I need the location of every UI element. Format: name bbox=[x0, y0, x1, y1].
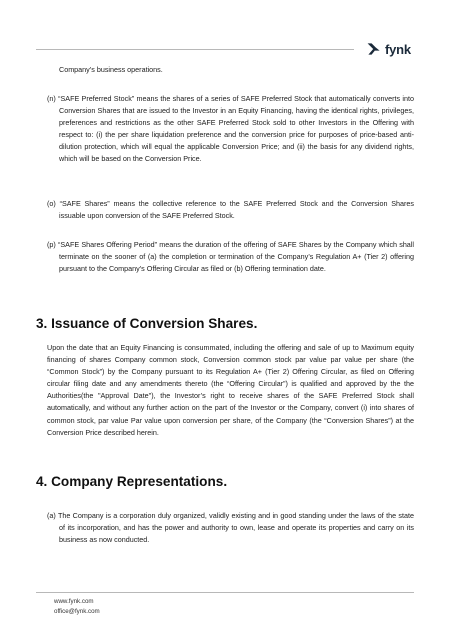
footer-email-link[interactable]: office@fynk.com bbox=[54, 608, 100, 615]
bird-logo-icon bbox=[366, 41, 382, 57]
section-3-heading: 3. Issuance of Conversion Shares. bbox=[36, 316, 258, 331]
item-marker: (o) bbox=[47, 199, 56, 208]
item-text: “SAFE Shares Offering Period” means the duration of the offering of SAFE Shares by the Company which shall terminate on the sooner of (a) the completion or termination of the Company’s Regulation A+ (Tier 2) offering pursuant to the Company’s Offering Circular as filed or (b) Offering termination date. bbox=[57, 240, 415, 274]
item-text: “SAFE Preferred Stock” means the shares of a series of SAFE Preferred Stock that automatically converts into Conversion Shares that are issued to the Investor in an Equity Financing, having the identical rights, privileges, preferences and restrictions as the other SAFE Preferred Stock sold to other Investors in the Offering with respect to: (i) the per share liquidation preference and the conversion price for purposes of price-based anti-dilution protection, which will equal the applicable Conversion Price; and (ii) the basis for any dividend rights, which will be based on the Conversion Price. bbox=[58, 94, 414, 164]
definition-item-o bbox=[47, 198, 414, 222]
item-marker: (n) bbox=[47, 94, 56, 103]
fynk-logo bbox=[366, 40, 416, 58]
definition-item-n bbox=[47, 93, 414, 166]
representation-item-a bbox=[47, 510, 414, 546]
header-rule bbox=[36, 49, 354, 50]
definition-item-p bbox=[47, 239, 414, 275]
item-text: The Company is a corporation duly organized, validly existing and in good standing under the laws of the state of its incorporation, and has the power and authority to own, lease and operate its properties and carry on its business as now conducted. bbox=[57, 511, 414, 545]
footer-rule bbox=[36, 592, 414, 593]
section-4-heading: 4. Company Representations. bbox=[36, 474, 228, 489]
item-text: “SAFE Shares” means the collective reference to the SAFE Preferred Stock and the Conversion Shares issuable upon conversion of the SAFE Preferred Stock. bbox=[59, 199, 414, 221]
item-marker: (a) bbox=[47, 511, 56, 520]
lead-paragraph: Company’s business operations. bbox=[59, 65, 163, 74]
section-3-paragraph: Upon the date that an Equity Financing is consummated, including the offering and sale of up to Maximum equity financing of shares Company common stock, Conversion common stock par value par value per share (the “Common Stock”) by the Company pursuant to its Regulation A+ (Tier 2) Offering Circular, as filed on Offering circular filing date and any amendments thereto (the “Offering Circular”) is qualified and approved by the the Authorities(the "Approval Date"), the Investor’s right to receive shares of the SAFE Preferred Stock shall automatically, and without any further action on the part of the Investor or the Company, convert (i) into shares of common stock, par value Par value upon conversion per share, of the Company (the “Conversion Shares”) at the Conversion Price described herein. bbox=[47, 343, 414, 437]
footer-website-link[interactable]: www.fynk.com bbox=[54, 598, 94, 605]
brand-name: fynk bbox=[385, 41, 411, 57]
item-marker: (p) bbox=[47, 240, 56, 249]
